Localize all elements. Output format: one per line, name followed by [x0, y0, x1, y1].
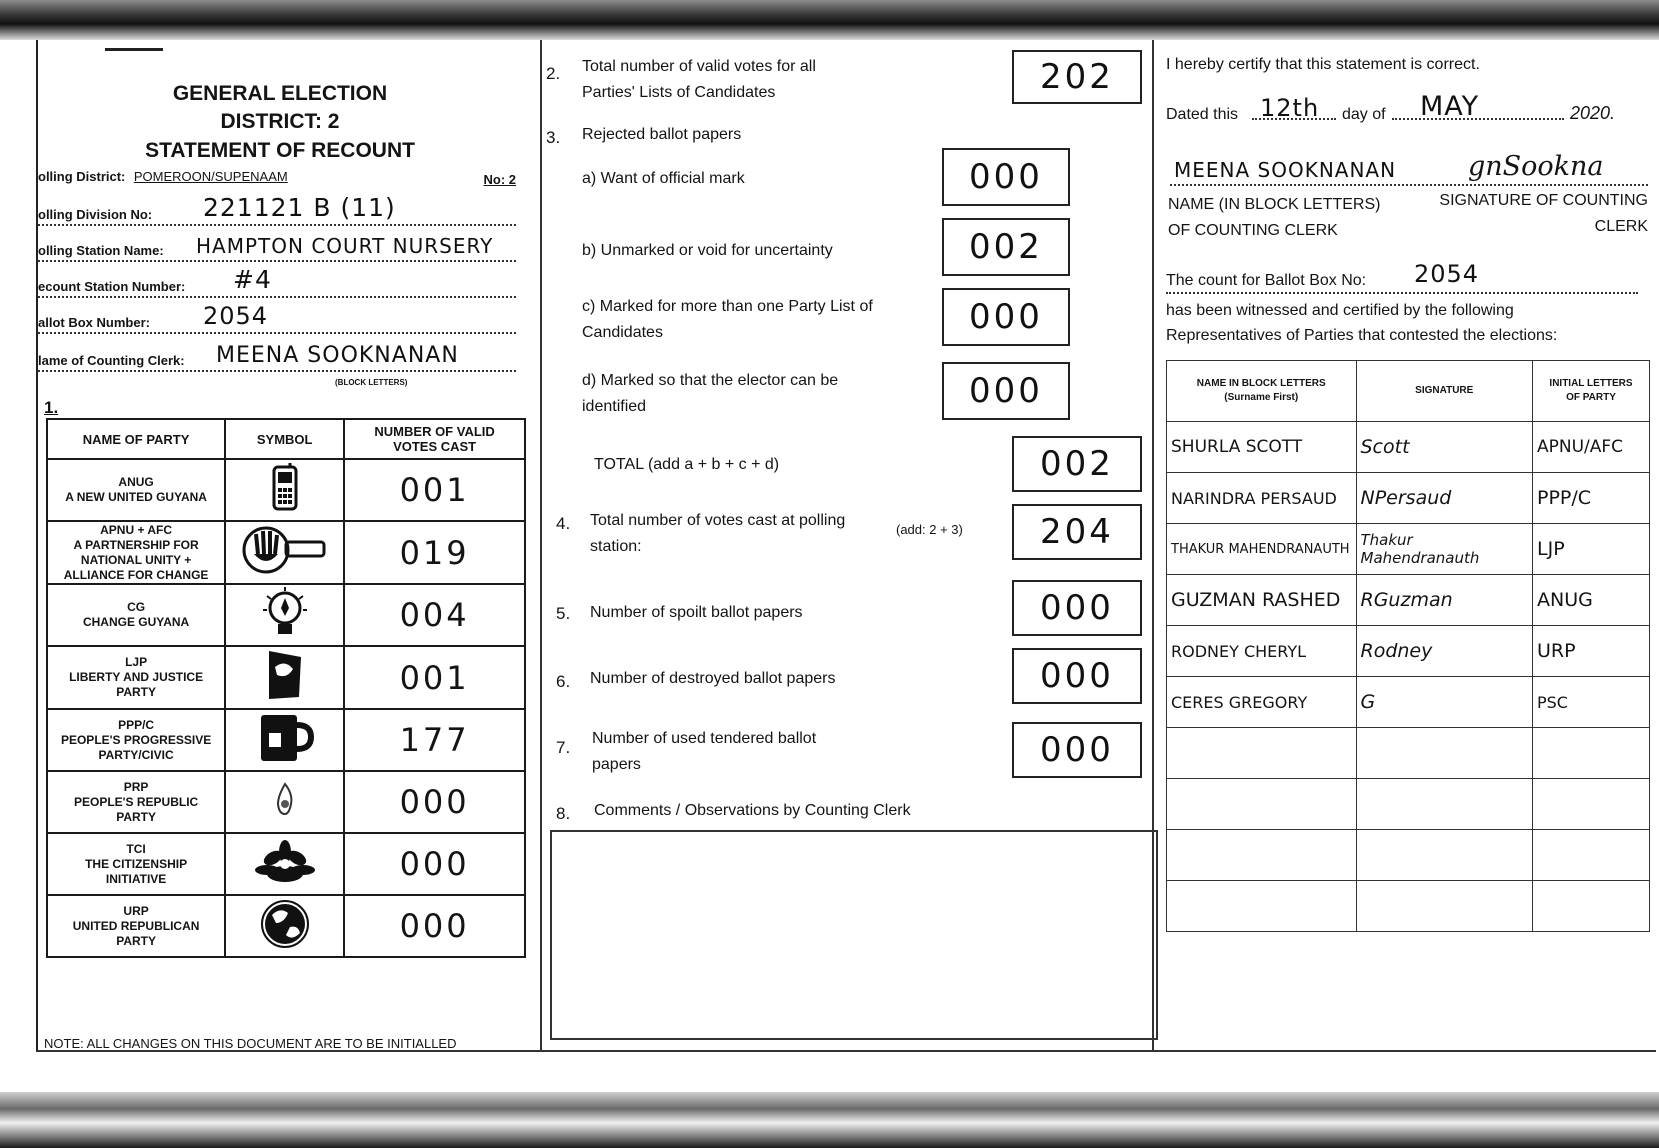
mobile-phone-icon — [268, 463, 302, 513]
item-5-number: 5. — [556, 604, 571, 623]
title-block — [120, 80, 440, 166]
polling-district-no: No: 2 — [483, 172, 516, 187]
witness-signature — [1356, 881, 1533, 932]
scan-top-edge — [0, 0, 1659, 40]
recount-station-value: #4 — [233, 265, 272, 294]
table-row — [47, 521, 525, 584]
witness-name: SHURLA SCOTT — [1167, 422, 1357, 473]
table-row — [47, 646, 525, 709]
field-polling-station — [38, 232, 516, 262]
witness-party: PPP/C — [1533, 473, 1650, 524]
item-3d-label: d) Marked so that the elector can be identified — [582, 372, 839, 415]
flag-icon — [263, 647, 307, 703]
item-2-label: Total number of valid votes for all Parties' Lists of Candidates — [582, 58, 816, 101]
witness-name — [1167, 779, 1357, 830]
ballot-box-line — [1166, 260, 1638, 294]
table-row — [1167, 830, 1650, 881]
item-3a-value: 000 — [942, 148, 1070, 206]
witness-signature: Scott — [1356, 422, 1533, 473]
witness-col-name: NAME IN BLOCK LETTERS (Surname First) — [1167, 361, 1357, 422]
field-ballot-box — [38, 304, 516, 334]
item-7-label: Number of used tendered ballot papers — [592, 730, 817, 773]
mug-icon — [255, 711, 315, 765]
party-name: PPP/C PEOPLE'S PROGRESSIVE PARTY/CIVIC — [47, 709, 225, 771]
table-row — [47, 895, 525, 957]
witness-party — [1533, 728, 1650, 779]
header-dash — [105, 48, 163, 51]
witness-signature: NPersaud — [1356, 473, 1533, 524]
witness-name: CERES GREGORY — [1167, 677, 1357, 728]
party-votes: 001 — [344, 646, 525, 709]
counting-clerk-value: MEENA SOOKNANAN — [216, 343, 459, 368]
scan-bottom-edge — [0, 1092, 1659, 1148]
party-symbol — [225, 646, 344, 709]
dated-prefix: Dated this — [1166, 106, 1239, 123]
table-row — [1167, 422, 1650, 473]
item-8-label: Comments / Observations by Counting Clerk — [594, 802, 911, 819]
witness-signature: RGuzman — [1356, 575, 1533, 626]
counting-clerk-label: lame of Counting Clerk: — [38, 353, 185, 368]
party-symbol — [225, 709, 344, 771]
witness-name: NARINDRA PERSAUD — [1167, 473, 1357, 524]
party-symbol — [225, 771, 344, 833]
witness-signature — [1356, 779, 1533, 830]
witness-name: THAKUR MAHENDRANAUTH — [1167, 524, 1357, 575]
ballot-box-count-value: 2054 — [1414, 260, 1480, 288]
changes-note: NOTE: ALL CHANGES ON THIS DOCUMENT ARE TO BE INITIALLED — [44, 1036, 457, 1051]
party-symbol — [225, 895, 344, 957]
globe-hands-icon — [260, 897, 310, 951]
item-6-number: 6. — [556, 672, 571, 691]
col-header-votes: NUMBER OF VALID VOTES CAST — [344, 419, 525, 459]
item-5-value: 000 — [1012, 580, 1142, 636]
title-statement: STATEMENT OF RECOUNT — [145, 139, 415, 162]
polling-district-label: olling District: — [38, 169, 126, 184]
col-header-party: NAME OF PARTY — [47, 419, 225, 459]
table-row — [47, 584, 525, 646]
recount-station-label: ecount Station Number: — [38, 279, 186, 294]
clerk-name-sign-line — [1170, 150, 1648, 186]
item-4-value: 204 — [1012, 504, 1142, 560]
field-polling-district — [38, 168, 516, 192]
witness-party — [1533, 881, 1650, 932]
item-7-value: 000 — [1012, 722, 1142, 778]
party-name: ANUG A NEW UNITED GUYANA — [47, 459, 225, 521]
comments-box — [550, 830, 1158, 1040]
polling-division-label: olling Division No: — [38, 207, 153, 222]
party-symbol — [225, 584, 344, 646]
title-district: DISTRICT: 2 — [220, 110, 340, 133]
polling-division-value: 221121 B (11) — [203, 193, 396, 222]
party-name: CG CHANGE GUYANA — [47, 584, 225, 646]
witness-party — [1533, 830, 1650, 881]
dated-year: 2020. — [1570, 103, 1616, 123]
item-3b-value: 002 — [942, 218, 1070, 276]
party-votes: 001 — [344, 459, 525, 521]
item-6-value: 000 — [1012, 648, 1142, 704]
item-3a-label: a) Want of official mark — [582, 170, 745, 187]
item-7-number: 7. — [556, 738, 571, 757]
witness-party: URP — [1533, 626, 1650, 677]
witness-signature: Thakur Mahendranauth — [1356, 524, 1533, 575]
item-8-number: 8. — [556, 804, 571, 823]
party-symbol — [225, 833, 344, 895]
item-4-note: (add: 2 + 3) — [896, 522, 963, 537]
field-polling-division — [38, 193, 516, 226]
party-votes: 004 — [344, 584, 525, 646]
table-row — [1167, 473, 1650, 524]
table-row — [1167, 575, 1650, 626]
witness-signature — [1356, 728, 1533, 779]
witness-name: RODNEY CHERYL — [1167, 626, 1357, 677]
column-divider-left — [540, 40, 542, 1052]
title-general-election: GENERAL ELECTION — [172, 82, 388, 105]
certify-statement: I hereby certify that this statement is correct. — [1166, 56, 1480, 73]
witness-col-party: INITIAL LETTERS OF PARTY — [1533, 361, 1650, 422]
table-row — [47, 833, 525, 895]
item-4-label: Total number of votes cast at polling station: — [590, 512, 846, 555]
table-row — [1167, 677, 1650, 728]
flame-icon — [273, 782, 297, 818]
ballot-box-prefix: The count for Ballot Box No: — [1166, 272, 1367, 289]
hand-key-icon — [240, 522, 330, 578]
item-3-number: 3. — [546, 128, 561, 147]
item-3c-value: 000 — [942, 288, 1070, 346]
dated-mid: day of — [1342, 106, 1386, 123]
party-name: TCI THE CITIZENSHIP INITIATIVE — [47, 833, 225, 895]
table-row — [47, 771, 525, 833]
dated-line — [1166, 92, 1624, 126]
witness-signature: Rodney — [1356, 626, 1533, 677]
ballot-box-label: allot Box Number: — [38, 315, 150, 330]
witness-signature — [1356, 830, 1533, 881]
witness-name — [1167, 728, 1357, 779]
table-row — [1167, 779, 1650, 830]
witness-party: APNU/AFC — [1533, 422, 1650, 473]
witness-name: GUZMAN RASHED — [1167, 575, 1357, 626]
party-name: LJP LIBERTY AND JUSTICE PARTY — [47, 646, 225, 709]
item-3d-value: 000 — [942, 362, 1070, 420]
light-bulb-icon — [262, 586, 308, 640]
party-votes: 019 — [344, 521, 525, 584]
item-3b-label: b) Unmarked or void for uncertainty — [582, 242, 833, 259]
section-1-label: 1. — [44, 398, 59, 417]
party-votes-table — [46, 418, 526, 958]
clerk-signature: gnSookna — [1468, 151, 1604, 182]
witness-party: LJP — [1533, 524, 1650, 575]
witness-party — [1533, 779, 1650, 830]
party-name: PRP PEOPLE'S REPUBLIC PARTY — [47, 771, 225, 833]
party-name: APNU + AFC A PARTNERSHIP FOR NATIONAL UNITY + ALLIANCE FOR CHANGE — [47, 521, 225, 584]
item-2-number: 2. — [546, 64, 561, 83]
signature-caption: SIGNATURE OF COUNTING CLERK — [1439, 192, 1648, 235]
polling-district-value: POMEROON/SUPENAAM — [133, 169, 288, 184]
witness-name — [1167, 881, 1357, 932]
name-caption: NAME (IN BLOCK LETTERS) OF COUNTING CLERK — [1168, 196, 1381, 239]
table-row — [47, 459, 525, 521]
table-row — [1167, 728, 1650, 779]
col-header-symbol: SYMBOL — [225, 419, 344, 459]
witness-table — [1166, 360, 1650, 932]
dated-day: 12th — [1260, 94, 1320, 122]
total-value: 002 — [1012, 436, 1142, 492]
field-recount-station — [38, 265, 516, 298]
party-symbol — [225, 459, 344, 521]
witness-party: ANUG — [1533, 575, 1650, 626]
item-4-number: 4. — [556, 514, 571, 533]
dated-month: MAY — [1420, 91, 1480, 122]
polling-station-value: HAMPTON COURT NURSERY — [196, 234, 494, 258]
clerk-name-block: MEENA SOOKNANAN — [1174, 158, 1397, 182]
table-row — [1167, 524, 1650, 575]
party-votes: 177 — [344, 709, 525, 771]
table-row — [1167, 626, 1650, 677]
table-row — [1167, 881, 1650, 932]
witness-signature: G — [1356, 677, 1533, 728]
table-row — [47, 709, 525, 771]
item-6-label: Number of destroyed ballot papers — [590, 670, 836, 687]
witness-col-signature: SIGNATURE — [1356, 361, 1533, 422]
item-2-value: 202 — [1012, 50, 1142, 104]
party-votes: 000 — [344, 833, 525, 895]
total-label: TOTAL (add a + b + c + d) — [594, 456, 780, 473]
block-letters-note: (BLOCK LETTERS) — [335, 378, 408, 387]
polling-station-label: olling Station Name: — [38, 243, 164, 258]
field-counting-clerk — [38, 340, 516, 372]
item-3c-label: c) Marked for more than one Party List of Candidates — [582, 298, 873, 341]
party-votes: 000 — [344, 771, 525, 833]
witness-statement: has been witnessed and certified by the following Representatives of Parties that contested the elections: — [1166, 302, 1558, 344]
party-symbol — [225, 521, 344, 584]
item-5-label: Number of spoilt ballot papers — [590, 604, 803, 621]
party-votes: 000 — [344, 895, 525, 957]
witness-name — [1167, 830, 1357, 881]
flower-icon — [253, 838, 317, 886]
witness-party: PSC — [1533, 677, 1650, 728]
party-name: URP UNITED REPUBLICAN PARTY — [47, 895, 225, 957]
item-3-label: Rejected ballot papers — [582, 126, 742, 143]
ballot-box-value: 2054 — [203, 302, 269, 330]
